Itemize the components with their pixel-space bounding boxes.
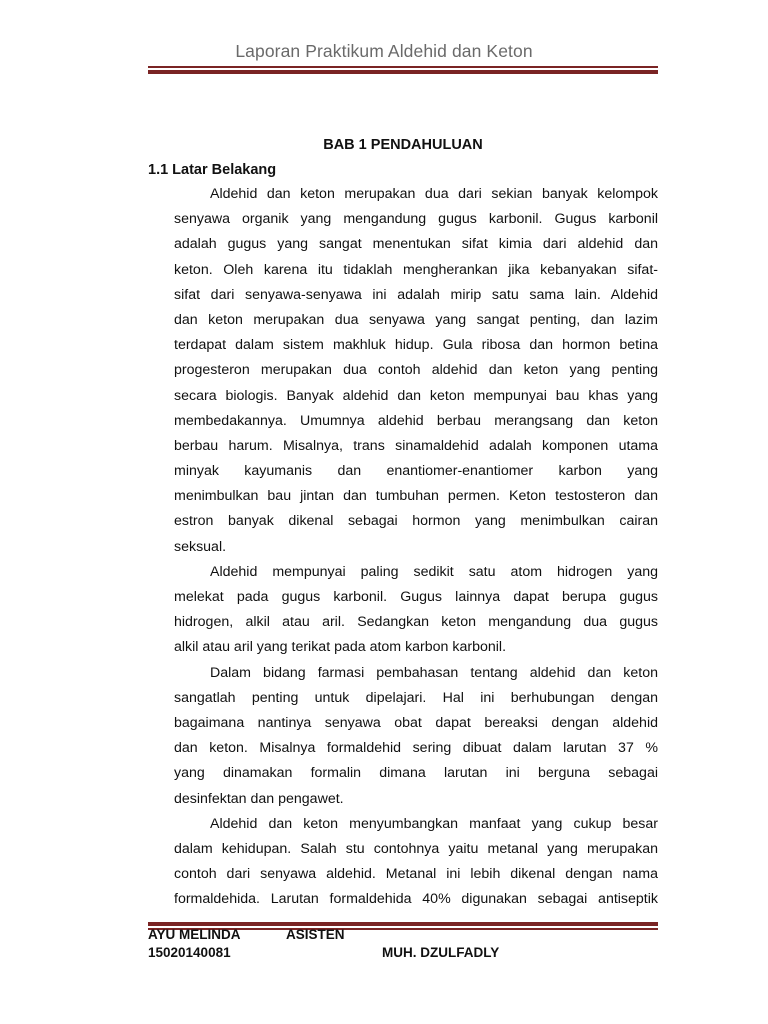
assistant-name: MUH. DZULFADLY: [382, 945, 500, 960]
paragraph-line: desinfektan dan pengawet.: [174, 790, 344, 807]
section-heading: 1.1 Latar Belakang: [148, 162, 277, 178]
paragraph-line: hidrogen, alkil atau aril. Sedangkan keton mengandung dua gugus: [174, 614, 658, 631]
paragraph-line: dan keton merupakan dua senyawa yang sangat penting, dan lazim: [174, 311, 658, 328]
paragraph-line: seksual.: [174, 538, 227, 555]
student-name: AYU MELINDA: [148, 927, 241, 942]
paragraph-line: sangatlah penting untuk dipelajari. Hal ini berhubungan dengan: [174, 689, 658, 706]
paragraph-line: progesteron merupakan dua contoh aldehid dan keton yang penting: [174, 362, 658, 379]
paragraph-line: membedakannya. Umumnya aldehid berbau merangsang dan keton: [174, 412, 658, 429]
student-id: 15020140081: [148, 945, 231, 960]
chapter-title: BAB 1 PENDAHULUAN: [323, 137, 483, 153]
paragraph-line: dan keton. Misalnya formaldehid sering dibuat dalam larutan 37 %: [174, 740, 658, 757]
paragraph-line: Aldehid dan keton menyumbangkan manfaat yang cukup besar: [210, 815, 658, 832]
paragraph-line: formaldehida. Larutan formaldehida 40% digunakan sebagai antiseptik: [174, 891, 658, 908]
paragraph-line: yang dinamakan formalin dimana larutan ini berguna sebagai: [174, 765, 658, 782]
paragraph-line: dalam kehidupan. Salah stu contohnya yaitu metanal yang merupakan: [174, 840, 658, 857]
paragraph-line: adalah gugus yang sangat menentukan sifat kimia dari aldehid dan: [174, 236, 658, 253]
paragraph-line: melekat pada gugus karbonil. Gugus lainnya dapat berupa gugus: [174, 589, 658, 605]
body-text: [174, 182, 658, 912]
paragraph-line: minyak kayumanis dan enantiomer-enantiomer karbon yang: [174, 463, 658, 480]
paragraph-line: terdapat dalam sistem makhluk hidup. Gula ribosa dan hormon betina: [174, 337, 658, 354]
paragraph-line: estron banyak dikenal sebagai hormon yang menimbulkan cairan: [174, 513, 658, 530]
paragraph-line: alkil atau aril yang terikat pada atom karbon karbonil.: [174, 639, 507, 656]
paragraph-line: contoh dari senyawa aldehid. Metanal ini lebih dikenal dengan nama: [174, 866, 658, 883]
paragraph-line: Dalam bidang farmasi pembahasan tentang aldehid dan keton: [210, 664, 658, 681]
paragraph-line: keton. Oleh karena itu tidaklah mengherankan jika kebanyakan sifat-: [174, 261, 658, 278]
paragraph-line: secara biologis. Banyak aldehid dan keton mempunyai bau khas yang: [174, 387, 658, 404]
paragraph-line: berbau harum. Misalnya, trans sinamaldehid adalah komponen utama: [174, 437, 658, 454]
paragraph-line: menimbulkan bau jintan dan tumbuhan permen. Keton testosteron dan: [174, 488, 658, 505]
assistant-role-label: ASISTEN: [286, 927, 345, 942]
header-rule: [148, 66, 658, 74]
paragraph-line: bagaimana nantinya senyawa obat dapat bereaksi dengan aldehid: [174, 714, 658, 731]
paragraph-line: senyawa organik yang mengandung gugus karbonil. Gugus karbonil: [174, 211, 658, 228]
paragraph-line: Aldehid dan keton merupakan dua dari sekian banyak kelompok: [210, 186, 658, 202]
paragraph-line: sifat dari senyawa-senyawa ini adalah mirip satu sama lain. Aldehid: [174, 286, 658, 303]
running-header: Laporan Praktikum Aldehid dan Keton: [235, 41, 533, 61]
paragraph-line: Aldehid mempunyai paling sedikit satu atom hidrogen yang: [210, 563, 658, 580]
